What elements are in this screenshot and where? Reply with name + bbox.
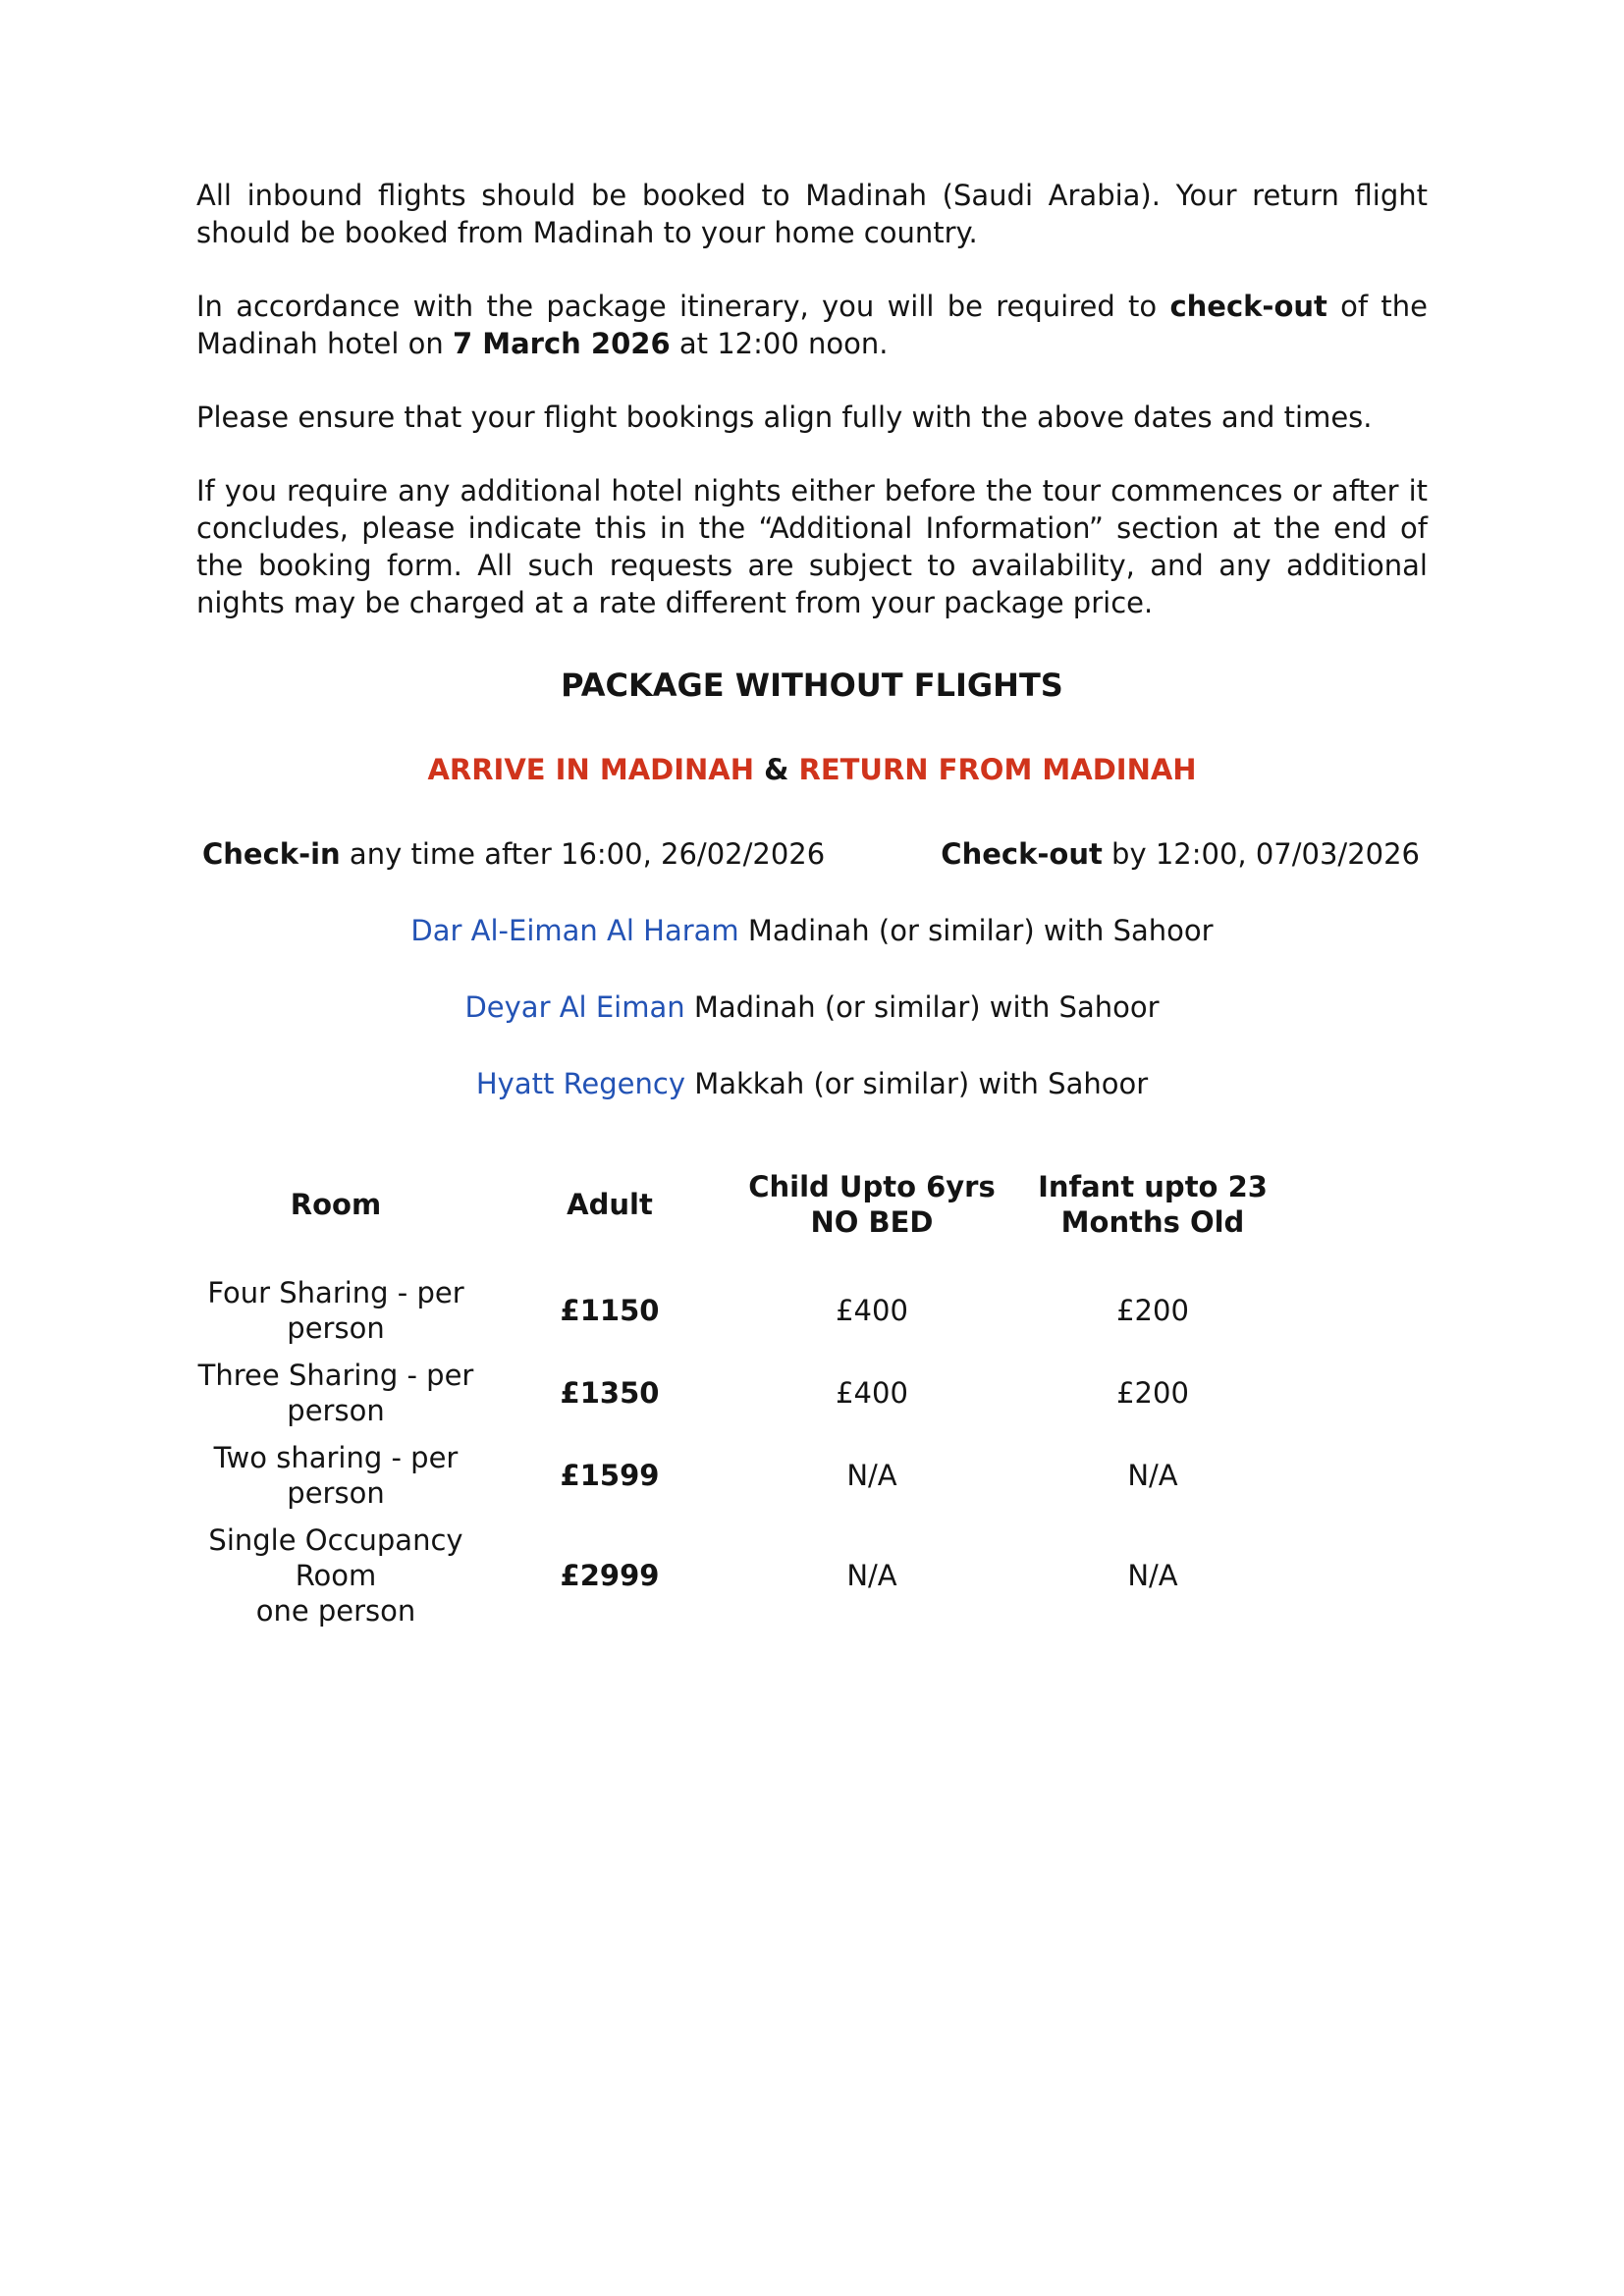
- adult-price-cell: £1150: [560, 1294, 660, 1327]
- header-line: Child Upto 6yrs: [748, 1170, 996, 1203]
- hotel-description: Madinah (or similar) with Sahoor: [738, 914, 1214, 947]
- checkin-label: Check-in: [202, 837, 341, 871]
- hotel-name-hyatt-regency: Hyatt Regency: [475, 1067, 685, 1100]
- checkout-segment: [941, 835, 1420, 873]
- header-line: Infant upto 23: [1038, 1170, 1268, 1203]
- return-text: RETURN FROM MADINAH: [798, 753, 1197, 786]
- checkout-label: Check-out: [941, 837, 1103, 871]
- hotel-name-deyar-al-eiman: Deyar Al Eiman: [464, 990, 685, 1024]
- checkout-date-emphasis: 7 March 2026: [452, 327, 671, 360]
- hotel-line-madinah-2: [196, 988, 1428, 1026]
- child-price-cell: £400: [836, 1376, 908, 1410]
- checkin-checkout-line: [196, 835, 1428, 873]
- hotel-line-madinah-1: [196, 912, 1428, 949]
- hotel-line-makkah: [196, 1065, 1428, 1102]
- room-name-line: Three Sharing - per: [197, 1359, 474, 1392]
- checkout-time-text: by 12:00, 07/03/2026: [1102, 837, 1420, 871]
- paragraph-additional-nights: If you require any additional hotel nights either before the tour commences or after it concludes, please indicate this in the “Additional Information” section at the end of the booking form. All such requests are subject to availability, and any additional nights may be charged at a rate different from your package price.: [196, 474, 1428, 619]
- col-header-room: Room: [290, 1188, 382, 1221]
- hotel-description: Makkah (or similar) with Sahoor: [685, 1067, 1149, 1100]
- room-name-line: Four Sharing - per: [207, 1276, 464, 1309]
- infant-price-cell: N/A: [1127, 1559, 1178, 1592]
- paragraph-text: In accordance with the package itinerary, you will be required to: [196, 290, 1170, 323]
- header-line: NO BED: [810, 1205, 934, 1239]
- child-price-cell: £400: [836, 1294, 908, 1327]
- price-table-header-row: [190, 1163, 1428, 1246]
- section-heading-package-without-flights: PACKAGE WITHOUT FLIGHTS: [561, 667, 1063, 704]
- adult-price-cell: £1599: [560, 1459, 660, 1492]
- room-name-line: person: [287, 1476, 385, 1510]
- arrival-return-subheading: [196, 751, 1428, 788]
- adult-price-cell: £1350: [560, 1376, 660, 1410]
- room-cell: [190, 1269, 481, 1352]
- checkin-time-text: any time after 16:00, 26/02/2026: [340, 837, 826, 871]
- hotel-name-dar-al-eiman: Dar Al-Eiman Al Haram: [410, 914, 739, 947]
- child-price-cell: N/A: [846, 1559, 897, 1592]
- header-line: Months Old: [1060, 1205, 1245, 1239]
- room-cell: [190, 1352, 481, 1434]
- col-header-infant: [1005, 1163, 1300, 1246]
- table-row-single-occupancy: [190, 1517, 1428, 1634]
- room-name-line: one person: [255, 1594, 416, 1628]
- room-cell: [190, 1434, 481, 1517]
- infant-price-cell: £200: [1116, 1294, 1189, 1327]
- checkout-emphasis: check-out: [1169, 290, 1327, 323]
- infant-price-cell: N/A: [1127, 1459, 1178, 1492]
- col-header-adult: Adult: [567, 1188, 653, 1221]
- ampersand-text: &: [754, 753, 799, 786]
- adult-price-cell: £2999: [560, 1559, 660, 1592]
- table-row-four-sharing: [190, 1269, 1428, 1352]
- hotel-description: Madinah (or similar) with Sahoor: [684, 990, 1160, 1024]
- room-name-line: person: [287, 1311, 385, 1345]
- room-name-line: person: [287, 1394, 385, 1427]
- table-row-two-sharing: [190, 1434, 1428, 1517]
- price-table: [190, 1163, 1428, 1634]
- room-name-line: Two sharing - per: [213, 1441, 459, 1474]
- paragraph-inbound-flights: All inbound flights should be booked to Madinah (Saudi Arabia). Your return flight should be booked from Madinah to your home country.: [196, 179, 1428, 249]
- infant-price-cell: £200: [1116, 1376, 1189, 1410]
- paragraph-text: of the Madinah hotel on: [196, 290, 1429, 360]
- arrive-text: ARRIVE IN MADINAH: [427, 753, 754, 786]
- table-row-three-sharing: [190, 1352, 1428, 1434]
- col-header-child: [738, 1163, 1005, 1246]
- checkin-segment: [202, 835, 825, 873]
- paragraph-flight-alignment: Please ensure that your flight bookings align fully with the above dates and times.: [196, 400, 1373, 434]
- paragraph-text: at 12:00 noon.: [670, 327, 889, 360]
- paragraph-checkout-requirement: [196, 288, 1428, 362]
- child-price-cell: N/A: [846, 1459, 897, 1492]
- room-name-line: Single Occupancy Room: [208, 1523, 463, 1592]
- room-cell: [190, 1517, 481, 1634]
